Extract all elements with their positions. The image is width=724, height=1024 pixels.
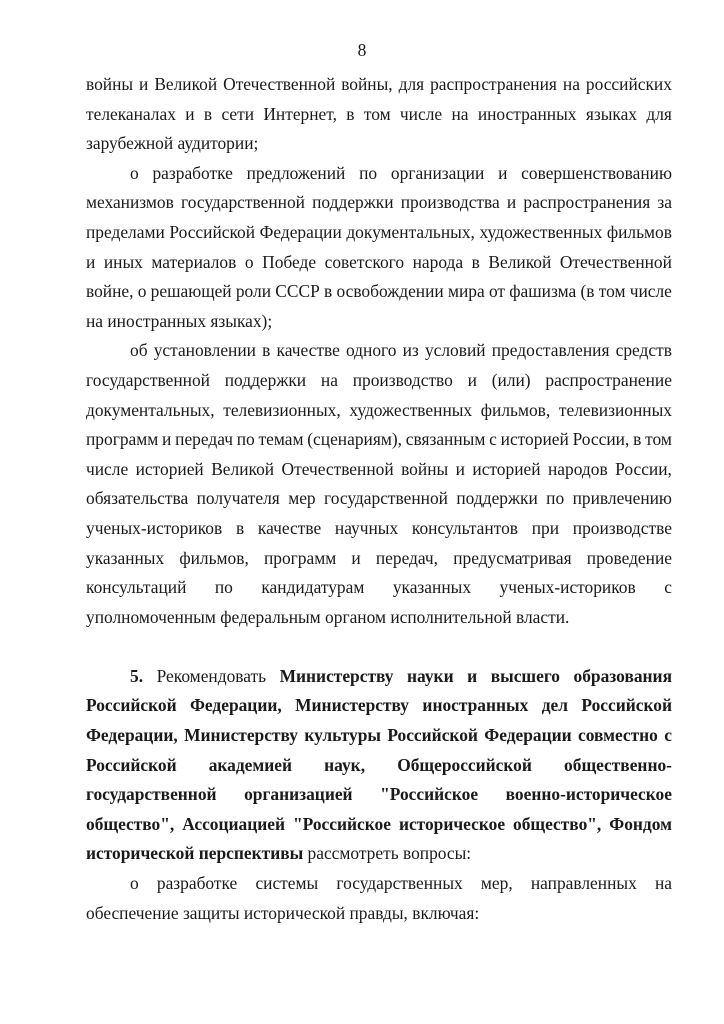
word: консультантов xyxy=(411,517,518,538)
word: пределами xyxy=(86,221,165,242)
word: и xyxy=(455,458,465,479)
text-line xyxy=(86,307,672,337)
word: механизмов xyxy=(86,192,174,213)
word: о xyxy=(130,162,139,183)
text-line xyxy=(86,277,672,307)
word: организации xyxy=(390,162,485,183)
word: проведение xyxy=(586,547,672,568)
word: исполнительной xyxy=(390,606,516,627)
word: по xyxy=(214,577,233,598)
word: научных xyxy=(334,517,399,538)
word: народов xyxy=(547,458,608,479)
word: Российской xyxy=(387,725,478,746)
word: Российской xyxy=(581,695,672,716)
document-body xyxy=(86,70,672,928)
word: на xyxy=(562,74,580,94)
word: документальных, xyxy=(86,399,215,420)
text-line xyxy=(86,691,672,721)
word: культуры xyxy=(304,725,381,746)
paragraph-continuation xyxy=(86,70,672,159)
word: языках); xyxy=(210,310,273,331)
text-line xyxy=(86,721,672,751)
word: Фондом xyxy=(609,813,672,834)
word: производство xyxy=(352,369,453,390)
word: фильмов xyxy=(606,221,672,242)
word: том xyxy=(598,281,626,302)
word: из xyxy=(402,340,419,361)
word: мер xyxy=(288,488,316,509)
word: передач xyxy=(175,429,233,450)
word: власти. xyxy=(516,606,570,627)
word: аудитории; xyxy=(177,133,259,154)
word: обязательства xyxy=(86,488,189,509)
word: организацией xyxy=(244,784,353,805)
word: федеральным xyxy=(220,606,326,627)
word: ученых-историков xyxy=(499,577,636,598)
word: распространения xyxy=(430,74,557,94)
word: Отечественной xyxy=(223,74,336,94)
text-line xyxy=(86,100,672,130)
word: исторической xyxy=(243,902,350,923)
word: числе xyxy=(86,458,129,479)
word: общество", xyxy=(86,813,175,834)
text-line xyxy=(86,248,672,278)
word: указанных xyxy=(392,577,472,598)
word: совершенствованию xyxy=(521,162,672,183)
text-line xyxy=(86,869,672,899)
word: за xyxy=(657,192,672,213)
word: государственной xyxy=(324,488,448,509)
word: о xyxy=(244,251,254,272)
word: поддержки xyxy=(456,488,538,509)
word: Интернет, xyxy=(263,103,337,124)
word: СССР xyxy=(275,281,320,302)
word: Великой xyxy=(154,74,218,94)
word: науки xyxy=(407,665,454,686)
word: с xyxy=(664,577,672,598)
word: условий xyxy=(424,340,486,361)
word: материалов xyxy=(151,251,237,272)
word: общество", xyxy=(513,813,602,834)
word: мира xyxy=(447,281,485,302)
word: мер, xyxy=(480,873,513,894)
word: Великой xyxy=(211,458,275,479)
word: органом xyxy=(325,606,391,627)
paragraph-item-5-recommendation xyxy=(86,662,672,869)
word: историей xyxy=(472,458,541,479)
word: историческое xyxy=(398,813,506,834)
word: роли xyxy=(235,281,272,302)
word: государственных xyxy=(336,873,463,894)
word: и xyxy=(185,103,195,124)
word: Общероссийской xyxy=(397,754,532,775)
word: народа xyxy=(412,251,464,272)
word: качестве xyxy=(276,340,340,361)
word: передач, xyxy=(375,547,439,568)
text-line xyxy=(86,573,672,603)
word: Ассоциацией xyxy=(182,813,286,834)
word: темам xyxy=(258,429,304,450)
word: на xyxy=(86,310,108,331)
text-line xyxy=(86,662,672,692)
word: по xyxy=(546,488,565,509)
word: и xyxy=(139,74,149,94)
word: системы xyxy=(255,873,319,894)
word: и xyxy=(467,369,477,390)
text-line xyxy=(86,396,672,426)
paragraph-historical-truth-measures xyxy=(86,869,672,928)
word: телевизионных xyxy=(558,399,672,420)
word: и xyxy=(506,192,517,213)
paragraph-state-support-conditions xyxy=(86,336,672,632)
text-line xyxy=(86,780,672,810)
word: языках xyxy=(585,103,637,124)
word: документальных, xyxy=(346,221,475,242)
word: войны, xyxy=(341,74,393,94)
word: уполномоченным xyxy=(86,606,221,627)
word: иностранных xyxy=(422,695,529,716)
word: о xyxy=(137,281,147,302)
word: обеспечение xyxy=(86,902,183,923)
word: распространение xyxy=(545,369,672,390)
word: для xyxy=(398,74,425,94)
text-line xyxy=(86,336,672,366)
word: о xyxy=(130,873,139,894)
word: числе xyxy=(399,103,443,124)
text-line xyxy=(86,129,672,159)
word: сети xyxy=(221,103,255,124)
word: предусматривая xyxy=(453,547,572,568)
text-line xyxy=(86,899,672,929)
word: Министерству xyxy=(295,695,410,716)
text-line xyxy=(86,218,672,248)
word: для xyxy=(646,103,672,124)
text-line xyxy=(86,751,672,781)
text-line xyxy=(86,514,672,544)
word: Федерации xyxy=(484,725,572,746)
word: фашизма xyxy=(509,281,577,302)
word: академией xyxy=(208,754,293,775)
word: образования xyxy=(573,665,672,686)
word: и xyxy=(351,547,361,568)
word: том xyxy=(645,429,672,450)
word: Федерации xyxy=(259,221,342,242)
word: в xyxy=(471,251,480,272)
word: историей xyxy=(135,458,204,479)
word: высшего xyxy=(490,665,560,686)
text-line xyxy=(86,484,672,514)
word: ученых-историков xyxy=(86,517,223,538)
word: числе xyxy=(629,281,672,302)
word: Российской xyxy=(86,695,177,716)
word: получателя xyxy=(196,488,280,509)
word: иностранных xyxy=(477,103,577,124)
word: кандидатурам xyxy=(261,577,365,598)
word: с xyxy=(489,429,497,450)
word: средств xyxy=(615,340,672,361)
text-line xyxy=(86,70,672,100)
text-line xyxy=(86,425,672,455)
word: российских xyxy=(585,74,672,94)
word: по xyxy=(359,162,378,183)
word: в xyxy=(235,517,245,538)
word: дел xyxy=(541,695,568,716)
word: "Российское xyxy=(293,813,391,834)
word: на xyxy=(654,873,672,894)
word: разработке xyxy=(156,873,238,894)
word: предоставления xyxy=(491,340,610,361)
word: (в xyxy=(580,281,595,302)
word: освобождении xyxy=(336,281,444,302)
word: иных xyxy=(103,251,143,272)
word: 5. xyxy=(130,665,144,686)
word: фильмов, xyxy=(179,547,249,568)
word: общественно- xyxy=(564,754,672,775)
word: (или) xyxy=(491,369,531,390)
text-line xyxy=(86,188,672,218)
word: Отечественной xyxy=(281,458,394,479)
word: по xyxy=(236,429,255,450)
word: разработке xyxy=(152,162,233,183)
word: телеканалах xyxy=(86,103,176,124)
word: установлении xyxy=(153,340,256,361)
word: одного xyxy=(345,340,397,361)
word: Федерации, xyxy=(86,725,178,746)
word: включая: xyxy=(412,902,480,923)
word: и xyxy=(86,251,96,272)
text-line xyxy=(86,544,672,574)
word: программ xyxy=(263,547,337,568)
word: Победе xyxy=(262,251,317,272)
word: программ xyxy=(86,429,159,450)
word: Рекомендовать xyxy=(156,665,267,686)
word: вопросы: xyxy=(402,843,472,864)
word: Великой xyxy=(488,251,552,272)
word: поддержки xyxy=(224,369,307,390)
word: зарубежной xyxy=(86,133,178,154)
word: войны xyxy=(86,74,134,94)
word: художественных xyxy=(479,221,603,242)
word: об xyxy=(130,340,148,361)
word: Отечественной xyxy=(559,251,672,272)
word: перспективы xyxy=(198,843,308,864)
word: телевизионных, xyxy=(223,399,341,420)
word: фильмов, xyxy=(480,399,551,420)
word: привлечению xyxy=(572,488,672,509)
word: том xyxy=(363,103,391,124)
word: военно-историческое xyxy=(505,784,672,805)
word: от xyxy=(488,281,506,302)
word: России, xyxy=(615,458,672,479)
word: войны xyxy=(401,458,449,479)
paragraph-film-support-proposals xyxy=(86,159,672,337)
text-line xyxy=(86,603,672,633)
word: совместно xyxy=(578,725,658,746)
word: связанным xyxy=(405,429,486,450)
word: защиты xyxy=(182,902,244,923)
word: исторической xyxy=(86,843,199,864)
word: в xyxy=(346,103,355,124)
page-number: 8 xyxy=(357,40,367,60)
word: иностранных xyxy=(107,310,211,331)
word: Министерству xyxy=(184,725,298,746)
word: в xyxy=(633,429,642,450)
word: поддержки xyxy=(312,192,394,213)
text-line xyxy=(86,455,672,485)
word: рассмотреть xyxy=(307,843,403,864)
word: в xyxy=(262,340,271,361)
word: консультаций xyxy=(86,577,187,598)
word: производства xyxy=(400,192,500,213)
word: в xyxy=(203,103,213,124)
word: и xyxy=(467,665,478,686)
word: с xyxy=(664,725,672,746)
text-line xyxy=(86,159,672,189)
word: советского xyxy=(324,251,405,272)
word: войне, xyxy=(86,281,134,302)
word: при xyxy=(531,517,560,538)
word: распространения xyxy=(523,192,651,213)
word: (сценариям), xyxy=(307,429,402,450)
word: государственной xyxy=(86,784,217,805)
word: Российской xyxy=(169,221,256,242)
word: на xyxy=(451,103,469,124)
word: государственной xyxy=(181,192,305,213)
word: правды, xyxy=(349,902,413,923)
word: Российской xyxy=(86,754,177,775)
word: Министерству xyxy=(279,665,394,686)
word: наук, xyxy=(324,754,366,775)
word: на xyxy=(320,369,338,390)
word: "Российское xyxy=(380,784,479,805)
word: указанных xyxy=(86,547,165,568)
word: художественных xyxy=(349,399,473,420)
word: решающей xyxy=(150,281,232,302)
word: России, xyxy=(572,429,630,450)
word: Федерации, xyxy=(190,695,282,716)
word: в xyxy=(324,281,333,302)
word: качестве xyxy=(257,517,322,538)
text-line xyxy=(86,810,672,840)
word: историей xyxy=(500,429,569,450)
word: и xyxy=(498,162,508,183)
word: и xyxy=(162,429,172,450)
text-line xyxy=(86,839,672,869)
word: направленных xyxy=(530,873,637,894)
word: государственной xyxy=(86,369,210,390)
word: производстве xyxy=(572,517,672,538)
word: предложений xyxy=(246,162,346,183)
text-line xyxy=(86,366,672,396)
